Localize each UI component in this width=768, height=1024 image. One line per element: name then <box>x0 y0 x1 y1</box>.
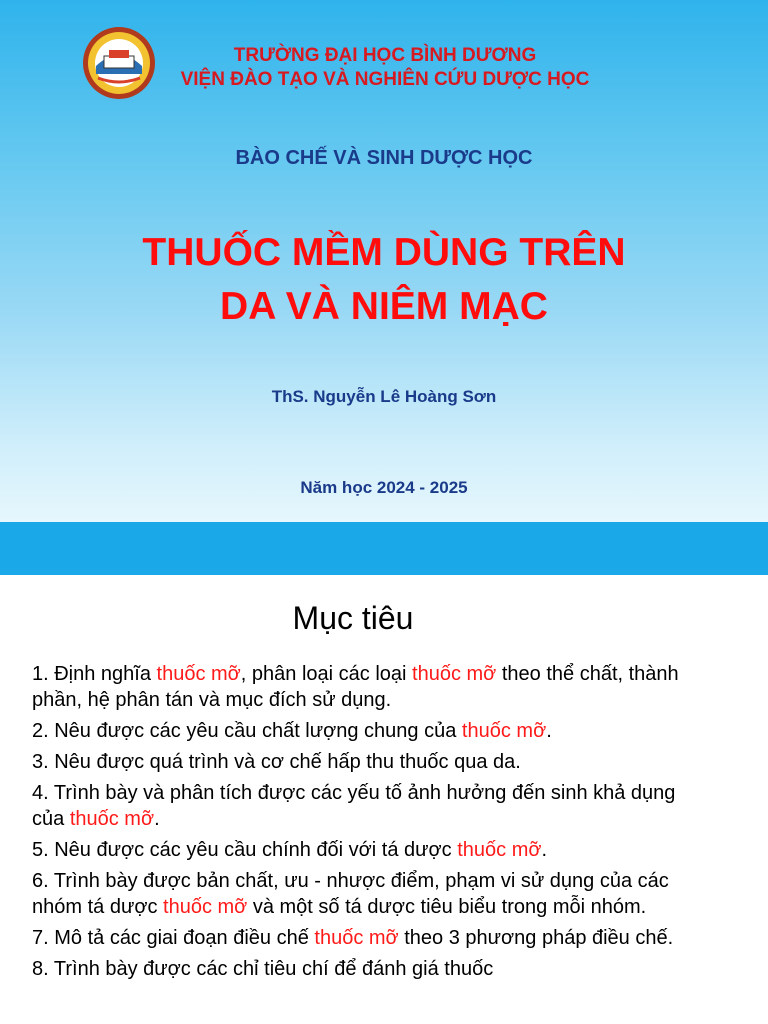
university-seal-icon <box>82 26 156 100</box>
objective-text: 3. Nêu được quá trình và cơ chế hấp thu thuốc qua da. <box>32 751 521 773</box>
objective-highlight: thuốc mỡ <box>457 839 542 861</box>
objectives-heading: Mục tiêu <box>292 600 414 636</box>
objective-text: , phân loại các loại <box>240 663 413 685</box>
objective-item <box>32 868 712 920</box>
slide-title-line-1: THUỐC MỀM DÙNG TRÊN <box>142 231 626 274</box>
objective-item <box>32 956 712 982</box>
university-name: TRƯỜNG ĐẠI HỌC BÌNH DƯƠNG <box>233 45 537 66</box>
institute-name: VIỆN ĐÀO TẠO VÀ NGHIÊN CỨU DƯỢC HỌC <box>180 69 590 90</box>
objective-text: theo thể chất, thành phần, hệ phân tán và mục đích sử dụng. <box>32 663 679 711</box>
course-name: BÀO CHẾ VÀ SINH DƯỢC HỌC <box>235 147 533 169</box>
author: ThS. Nguyễn Lê Hoàng Sơn <box>271 387 497 406</box>
objective-text: . <box>154 808 160 830</box>
objectives-list <box>32 661 712 987</box>
objective-highlight: thuốc mỡ <box>412 663 497 685</box>
objective-text: và một số tá dược tiêu biểu trong mỗi nhóm. <box>247 896 647 918</box>
objective-text: 1. Định nghĩa <box>32 663 157 685</box>
objective-text: 5. Nêu được các yêu cầu chính đối với tá dược <box>32 839 458 861</box>
objective-item <box>32 925 712 951</box>
objective-text: . <box>546 720 552 742</box>
objective-item <box>32 661 712 713</box>
objective-highlight: thuốc mỡ <box>69 808 155 830</box>
objective-highlight: thuốc mỡ <box>461 720 547 742</box>
objective-item <box>32 837 712 863</box>
objective-highlight: thuốc mỡ <box>156 663 241 685</box>
slide-title-line-2: DA VÀ NIÊM MẠC <box>220 285 548 328</box>
objective-item <box>32 718 712 744</box>
objective-text: theo 3 phương pháp điều chế. <box>398 927 674 949</box>
objective-item <box>32 749 712 775</box>
objective-highlight: thuốc mỡ <box>163 896 248 918</box>
objective-item <box>32 780 712 832</box>
objectives-slide <box>0 575 768 1024</box>
objective-text: 8. Trình bày được các chỉ tiêu chí để đánh giá thuốc <box>32 958 494 980</box>
objective-text: 7. Mô tả các giai đoạn điều chế <box>32 927 315 949</box>
academic-year: Năm học 2024 - 2025 <box>300 478 468 497</box>
objective-highlight: thuốc mỡ <box>314 927 399 949</box>
objective-text: 2. Nêu được các yêu cầu chất lượng chung của <box>32 720 462 742</box>
objective-text: 4. Trình bày và phân tích được các yếu tố ảnh hưởng đến sinh khả dụng của <box>32 782 676 830</box>
slide-divider-band <box>0 522 768 575</box>
objective-text: 6. Trình bày được bản chất, ưu - nhược điểm, phạm vi sử dụng của các nhóm tá dược <box>32 870 669 918</box>
objective-text: . <box>541 839 548 861</box>
